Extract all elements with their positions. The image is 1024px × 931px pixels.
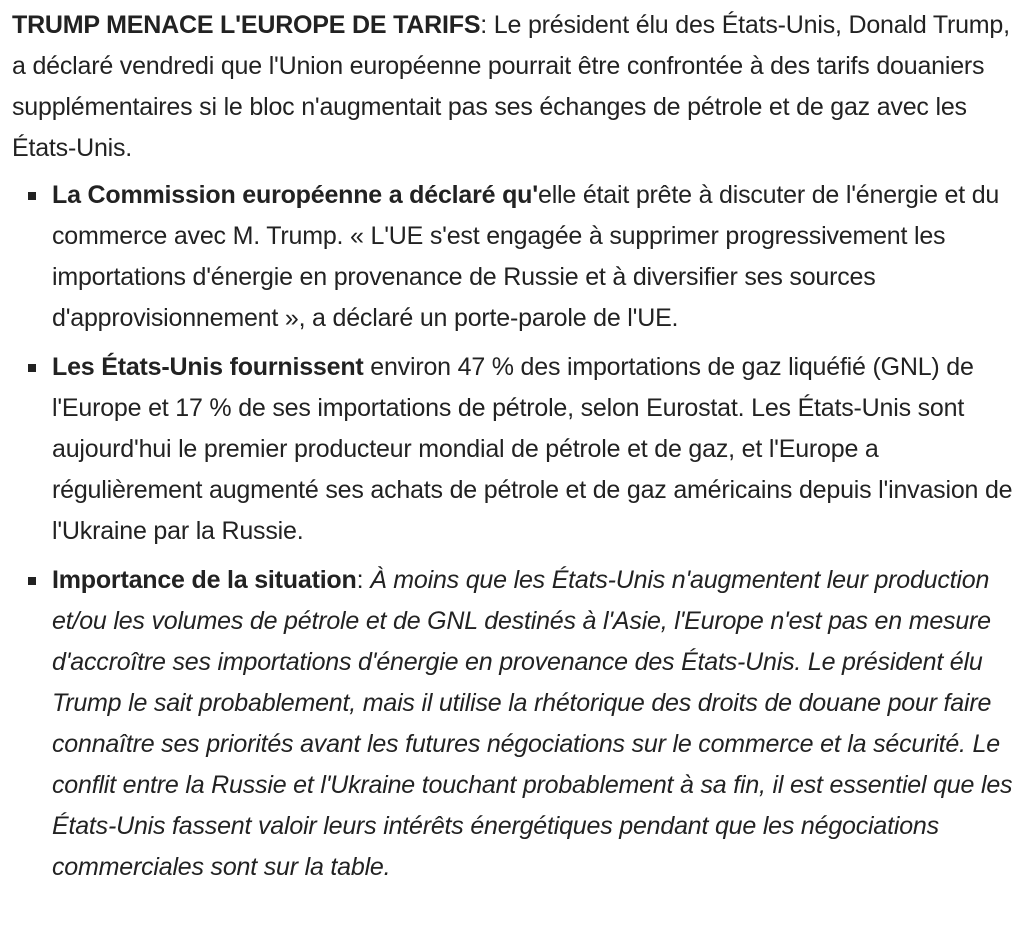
bullet-commission — [52, 175, 1016, 339]
bullet-text: environ 47 % des importations de gaz liquéfié (GNL) de l'Europe et 17 % de ses importations de pétrole, selon Eurostat. Les États-Unis sont aujourd'hui le premier producteur mondial de pétrole et de gaz, et l'Europe a régulièrement augmenté ses achats de pétrole et de gaz américains depuis l'invasion de l'Ukraine par la Russie. — [52, 353, 1013, 545]
square-bullet-icon — [28, 364, 36, 372]
bullet-lead: Importance de la situation — [52, 566, 357, 594]
bullet-lead: La Commission européenne a déclaré qu' — [52, 181, 538, 209]
bullet-list — [12, 175, 1016, 888]
bullet-importance — [52, 560, 1016, 888]
square-bullet-icon — [28, 192, 36, 200]
bullet-text: elle était prête à discuter de l'énergie et du commerce avec M. Trump. « L'UE s'est engagée à supprimer progressivement les importations d'énergie en provenance de Russie et à diversifier ses sources d'approvisionnement », a déclaré un porte-parole de l'UE. — [52, 181, 1000, 332]
headline: TRUMP MENACE L'EUROPE DE TARIFS — [12, 11, 481, 39]
headline-separator: : — [480, 11, 488, 39]
square-bullet-icon — [28, 577, 36, 585]
bullet-us-supply — [52, 347, 1016, 552]
bullet-separator: : — [356, 566, 371, 594]
bullet-lead: Les États-Unis fournissent — [52, 353, 364, 381]
bullet-text-italic: À moins que les États-Unis n'augmentent leur production et/ou les volumes de pétrole et de GNL destinés à l'Asie, l'Europe n'est pas en mesure d'accroître ses importations d'énergie en provenance des États-Unis. Le président élu Trump le sait probablement, mais il utilise la rhétorique des droits de douane pour faire connaître ses priorités avant les futures négociations sur le commerce et la sécurité. Le conflit entre la Russie et l'Ukraine touchant probablement à sa fin, il est essentiel que les États-Unis fassent valoir leurs intérêts énergétiques pendant que les négociations commerciales sont sur la table. — [52, 566, 1013, 881]
intro-text: Le président élu des États-Unis, Donald Trump, a déclaré vendredi que l'Union européenne pourrait être confrontée à des tarifs douaniers supplémentaires si le bloc n'augmentait pas ses échanges de pétrole et de gaz avec les États-Unis. — [12, 11, 1010, 162]
intro-paragraph — [12, 5, 1016, 169]
